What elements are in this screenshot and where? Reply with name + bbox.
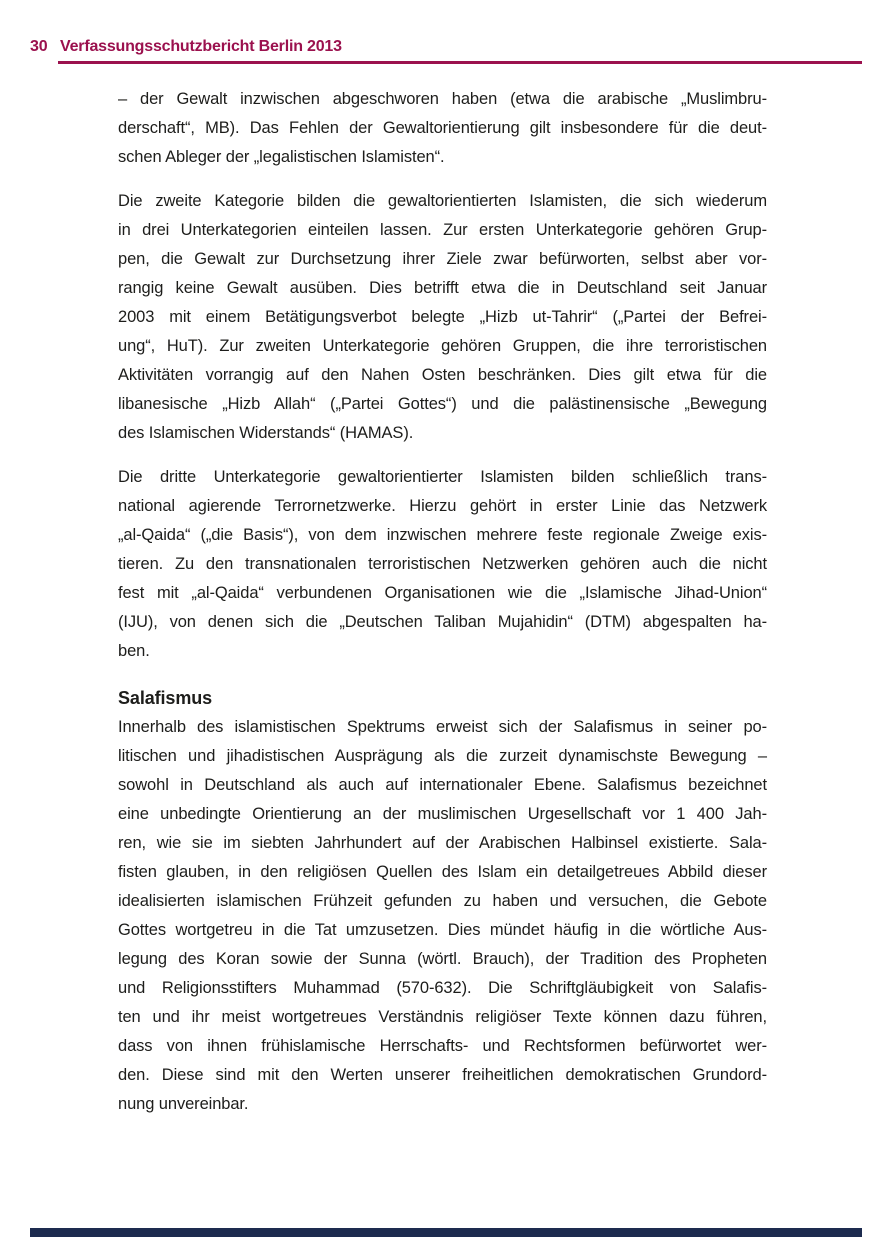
text-line: ren, wie sie im siebten Jahrhundert auf der Arabischen Halbinsel existierte. Sala- (118, 834, 767, 852)
text-line: – der Gewalt inzwischen abgeschworen haben (etwa die arabische „Muslimbru- (118, 90, 767, 108)
text-line: fest mit „al-Qaida“ verbundenen Organisationen wie die „Islamische Jihad-Union“ (118, 584, 767, 602)
text-line: „al-Qaida“ („die Basis“), von dem inzwischen mehrere feste regionale Zweige exis- (118, 526, 767, 544)
text-line: Aktivitäten vorrangig auf den Nahen Osten beschränken. Dies gilt etwa für die (118, 366, 767, 384)
text-line: nung unvereinbar. (118, 1095, 249, 1113)
report-title: Verfassungsschutzbericht Berlin 2013 (60, 38, 342, 55)
text-line: libanesische „Hizb Allah“ („Partei Gottes“) und die palästinensische „Bewegung (118, 395, 767, 413)
text-line: fisten glauben, in den religiösen Quellen des Islam ein detailgetreues Abbild dieser (118, 863, 767, 881)
page-body (118, 85, 767, 1134)
text-line: schen Ableger der „legalistischen Islamisten“. (118, 148, 445, 166)
text-line: 2003 mit einem Betätigungsverbot belegte „Hizb ut-Tahrir“ („Partei der Befrei- (118, 308, 767, 326)
page-number: 30 (30, 38, 48, 55)
header-rule (58, 61, 862, 64)
text-line: sowohl in Deutschland als auch auf internationaler Ebene. Salafismus bezeichnet (118, 776, 767, 794)
paragraph (118, 463, 767, 666)
text-line: national agierende Terrornetzwerke. Hierzu gehört in erster Linie das Netzwerk (118, 497, 767, 515)
text-line: ben. (118, 642, 150, 660)
section-heading: Salafismus (118, 688, 213, 708)
text-line: derschaft“, MB). Das Fehlen der Gewaltorientierung gilt insbesondere für die deut- (118, 119, 767, 137)
text-line: Gottes wortgetreu in die Tat umzusetzen. Dies mündet häufig in die wörtliche Aus- (118, 921, 767, 939)
text-line: Die dritte Unterkategorie gewaltorientierter Islamisten bilden schließlich trans- (118, 468, 767, 486)
text-line: Die zweite Kategorie bilden die gewaltorientierten Islamisten, die sich wiederum (118, 192, 767, 210)
text-line: tieren. Zu den transnationalen terroristischen Netzwerken gehören auch die nicht (118, 555, 767, 573)
footer-bar (30, 1228, 862, 1237)
text-line: litischen und jihadistischen Ausprägung als die zurzeit dynamischste Bewegung – (118, 747, 767, 765)
text-line: und Religionsstifters Muhammad (570-632). Die Schriftgläubigkeit von Salafis- (118, 979, 767, 997)
text-line: ten und ihr meist wortgetreues Verständnis religiöser Texte können dazu führen, (118, 1008, 767, 1026)
text-line: eine unbedingte Orientierung an der muslimischen Urgesellschaft vor 1 400 Jah- (118, 805, 767, 823)
text-line: (IJU), von denen sich die „Deutschen Taliban Mujahidin“ (DTM) abgespalten ha- (118, 613, 767, 631)
text-line: des Islamischen Widerstands“ (HAMAS). (118, 424, 414, 442)
paragraph (118, 187, 767, 448)
text-line: Innerhalb des islamistischen Spektrums erweist sich der Salafismus in seiner po- (118, 718, 767, 736)
text-line: legung des Koran sowie der Sunna (wörtl. Brauch), der Tradition des Propheten (118, 950, 767, 968)
text-line: rangig keine Gewalt ausüben. Dies betrifft etwa die in Deutschland seit Januar (118, 279, 767, 297)
paragraph (118, 85, 767, 172)
text-line: in drei Unterkategorien einteilen lassen. Zur ersten Unterkategorie gehören Grup- (118, 221, 767, 239)
text-line: den. Diese sind mit den Werten unserer freiheitlichen demokratischen Grundord- (118, 1066, 767, 1084)
text-line: idealisierten islamischen Frühzeit gefunden zu haben und versuchen, die Gebote (118, 892, 767, 910)
paragraph (118, 713, 767, 1119)
text-line: ung“, HuT). Zur zweiten Unterkategorie gehören Gruppen, die ihre terroristischen (118, 337, 767, 355)
text-line: dass von ihnen frühislamische Herrschafts- und Rechtsformen befürwortet wer- (118, 1037, 767, 1055)
text-line: pen, die Gewalt zur Durchsetzung ihrer Ziele zwar befürworten, selbst aber vor- (118, 250, 767, 268)
